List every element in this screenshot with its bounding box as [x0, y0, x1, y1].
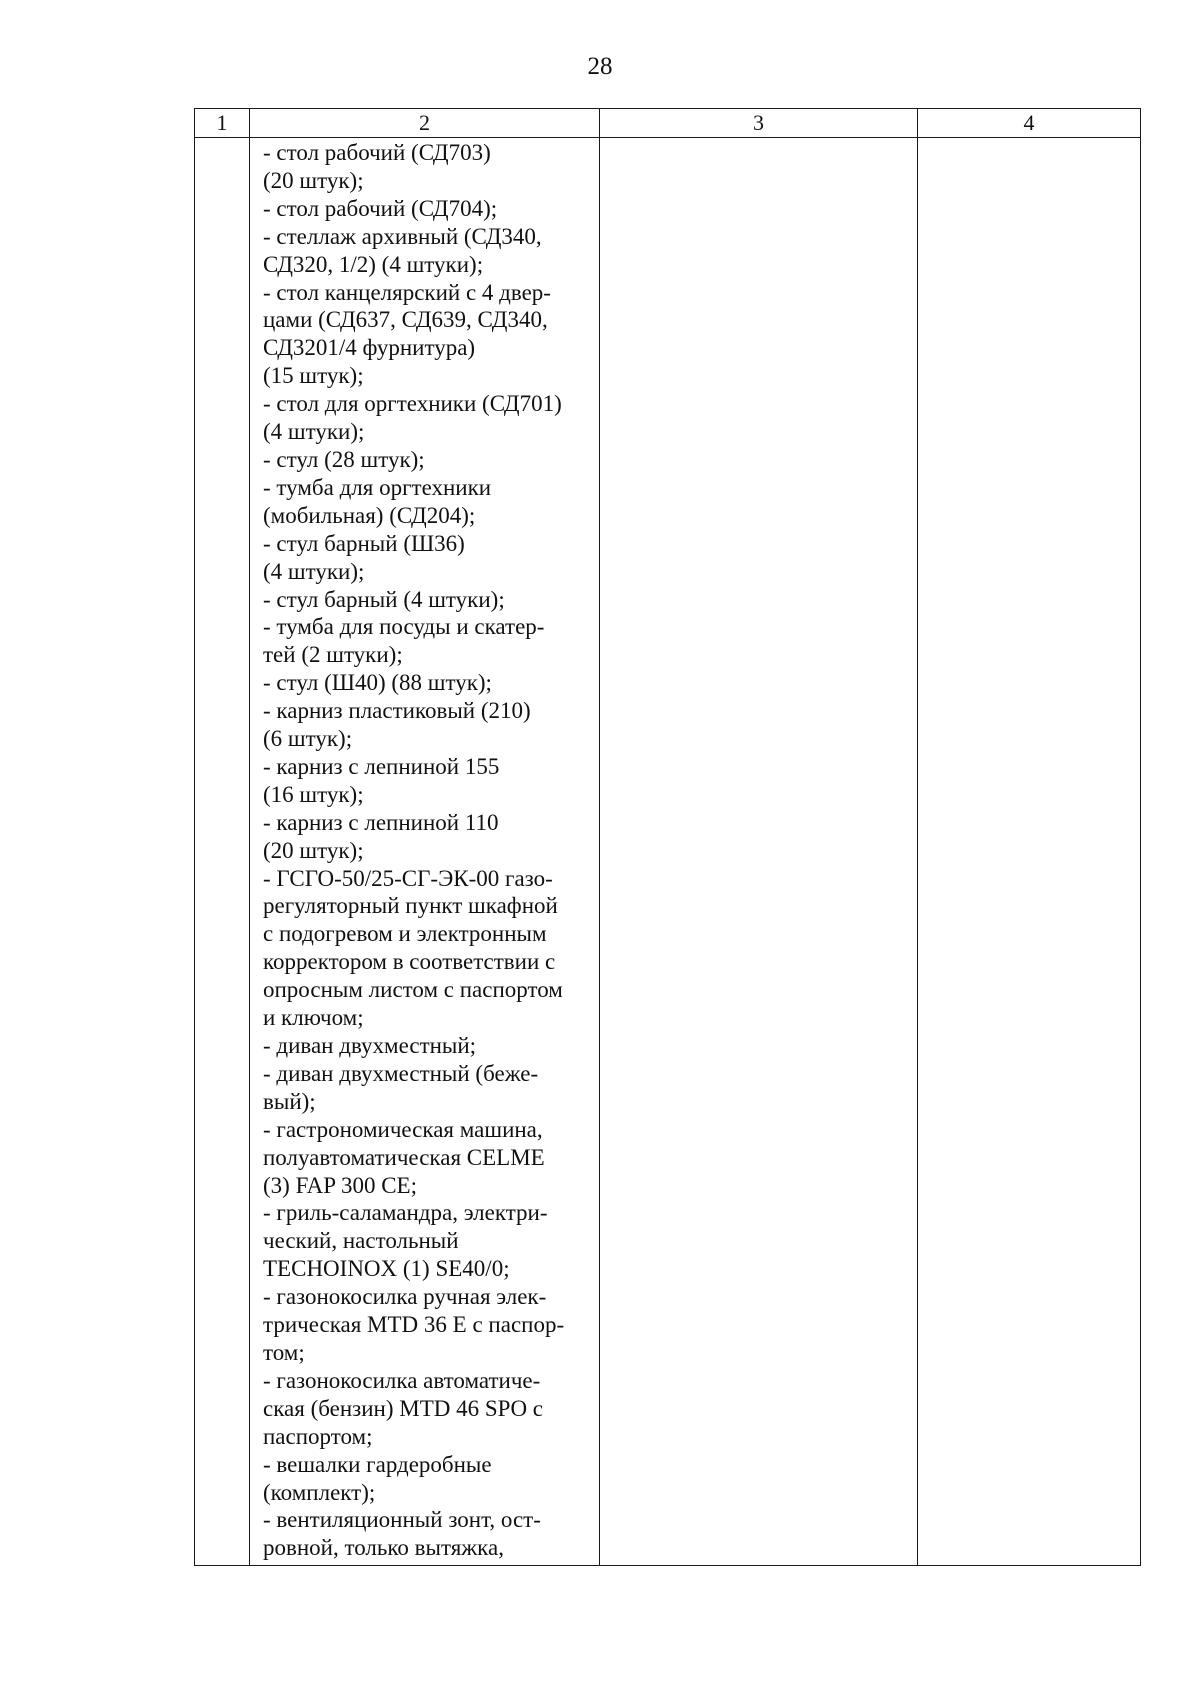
list-item — [263, 809, 595, 865]
list-item — [263, 669, 595, 697]
list-item-line: вый); — [263, 1088, 316, 1114]
list-item — [263, 474, 595, 530]
list-item-line: - тумба для посуды и скатер- — [263, 614, 545, 640]
list-item-line: - стол рабочий (СД704); — [263, 195, 498, 221]
list-item-line: трическая MTD 36 E с паспор- — [263, 1312, 565, 1338]
list-item-line: ская (бензин) MTD 46 SPO с — [263, 1395, 544, 1421]
list-item — [263, 1060, 595, 1116]
list-item — [263, 530, 595, 586]
list-item-line: тей (2 штуки); — [263, 642, 403, 668]
list-item — [263, 613, 595, 669]
list-item-line: (4 штуки); — [263, 419, 365, 445]
list-item — [263, 1283, 595, 1367]
cell-col-2-items — [250, 138, 600, 1566]
cell-col-4 — [918, 138, 1141, 1566]
page-number: 28 — [587, 53, 613, 80]
list-item-line: - гриль-саламандра, электри- — [263, 1200, 548, 1226]
list-item-line: (16 штук); — [263, 781, 364, 807]
list-item-line: паспортом; — [263, 1423, 373, 1449]
list-item — [263, 195, 595, 223]
list-item-line: (3) FAP 300 CE; — [263, 1172, 417, 1198]
cell-col-3 — [600, 138, 918, 1566]
list-item — [263, 279, 595, 391]
list-item — [263, 1032, 595, 1060]
list-item-line: - карниз с лепниной 110 — [263, 809, 499, 835]
table-header-row — [195, 109, 1141, 138]
list-item — [263, 139, 595, 195]
list-item — [263, 1116, 595, 1200]
list-item-line: - диван двухместный (беже- — [263, 1060, 539, 1086]
item-list — [250, 138, 599, 1562]
list-item-line: - газонокосилка автоматиче- — [263, 1367, 541, 1393]
column-header-4: 4 — [918, 109, 1141, 138]
list-item-line: - стол рабочий (СД703) — [263, 140, 491, 165]
cell-col-1 — [195, 138, 250, 1566]
list-item-line: ровной, только вытяжка, — [263, 1535, 504, 1561]
list-item — [263, 1451, 595, 1507]
list-item — [263, 1199, 595, 1283]
list-item-line: (15 штук); — [263, 363, 364, 389]
column-header-1: 1 — [195, 109, 250, 138]
list-item-line: (20 штук); — [263, 167, 364, 193]
list-item-line: - карниз пластиковый (210) — [263, 698, 531, 724]
list-item-line: - стеллаж архивный (СД340, — [263, 223, 542, 249]
list-item-line: ческий, настольный — [263, 1228, 459, 1254]
list-item-line: - стул (Ш40) (88 штук); — [263, 670, 492, 696]
list-item — [263, 446, 595, 474]
list-item-line: - стул барный (Ш36) — [263, 530, 465, 556]
list-item-line: - ГСГО-50/25-СГ-ЭК-00 газо- — [263, 865, 553, 891]
list-item-line: СД320, 1/2) (4 штуки); — [263, 251, 484, 277]
list-item-line: - вешалки гардеробные — [263, 1451, 492, 1477]
list-item-line: - стол для оргтехники (СД701) — [263, 391, 562, 417]
list-item-line: - стул (28 штук); — [263, 446, 425, 472]
list-item-line: - гастрономическая машина, — [263, 1116, 543, 1142]
list-item-line: с подогревом и электронным — [263, 921, 547, 947]
list-item-line: и ключом; — [263, 1005, 364, 1031]
table-row — [195, 138, 1141, 1566]
list-item — [263, 697, 595, 753]
list-item-line: (комплект); — [263, 1479, 376, 1505]
list-item-line: TECHOINOX (1) SE40/0; — [263, 1256, 510, 1282]
list-item — [263, 586, 595, 614]
list-item-line: (20 штук); — [263, 837, 364, 863]
column-header-2: 2 — [250, 109, 600, 138]
list-item-line: - стол канцелярский с 4 двер- — [263, 279, 551, 305]
list-item-line: - диван двухместный; — [263, 1033, 477, 1058]
list-item — [263, 1367, 595, 1451]
list-item — [263, 390, 595, 446]
list-item — [263, 865, 595, 1032]
list-item-line: - карниз с лепниной 155 — [263, 753, 500, 779]
inventory-table — [194, 108, 1141, 1566]
list-item-line: (мобильная) (СД204); — [263, 502, 476, 528]
list-item — [263, 753, 595, 809]
list-item — [263, 1506, 595, 1562]
list-item-line: - стул барный (4 штуки); — [263, 586, 505, 612]
list-item-line: корректором в соответствии с — [263, 949, 556, 975]
list-item-line: том; — [263, 1339, 305, 1365]
list-item-line: полуавтоматическая CELME — [263, 1144, 545, 1170]
column-header-3: 3 — [600, 109, 918, 138]
list-item-line: цами (СД637, СД639, СД340, — [263, 307, 548, 333]
list-item-line: (6 штук); — [263, 726, 353, 752]
list-item-line: опросным листом с паспортом — [263, 977, 563, 1003]
list-item-line: СД3201/4 фурнитура) — [263, 335, 476, 361]
list-item-line: - тумба для оргтехники — [263, 474, 492, 500]
list-item-line: - вентиляционный зонт, ост- — [263, 1507, 541, 1533]
list-item — [263, 223, 595, 279]
list-item-line: - газонокосилка ручная элек- — [263, 1284, 547, 1310]
list-item-line: (4 штуки); — [263, 558, 365, 584]
list-item-line: регуляторный пункт шкафной — [263, 893, 558, 919]
